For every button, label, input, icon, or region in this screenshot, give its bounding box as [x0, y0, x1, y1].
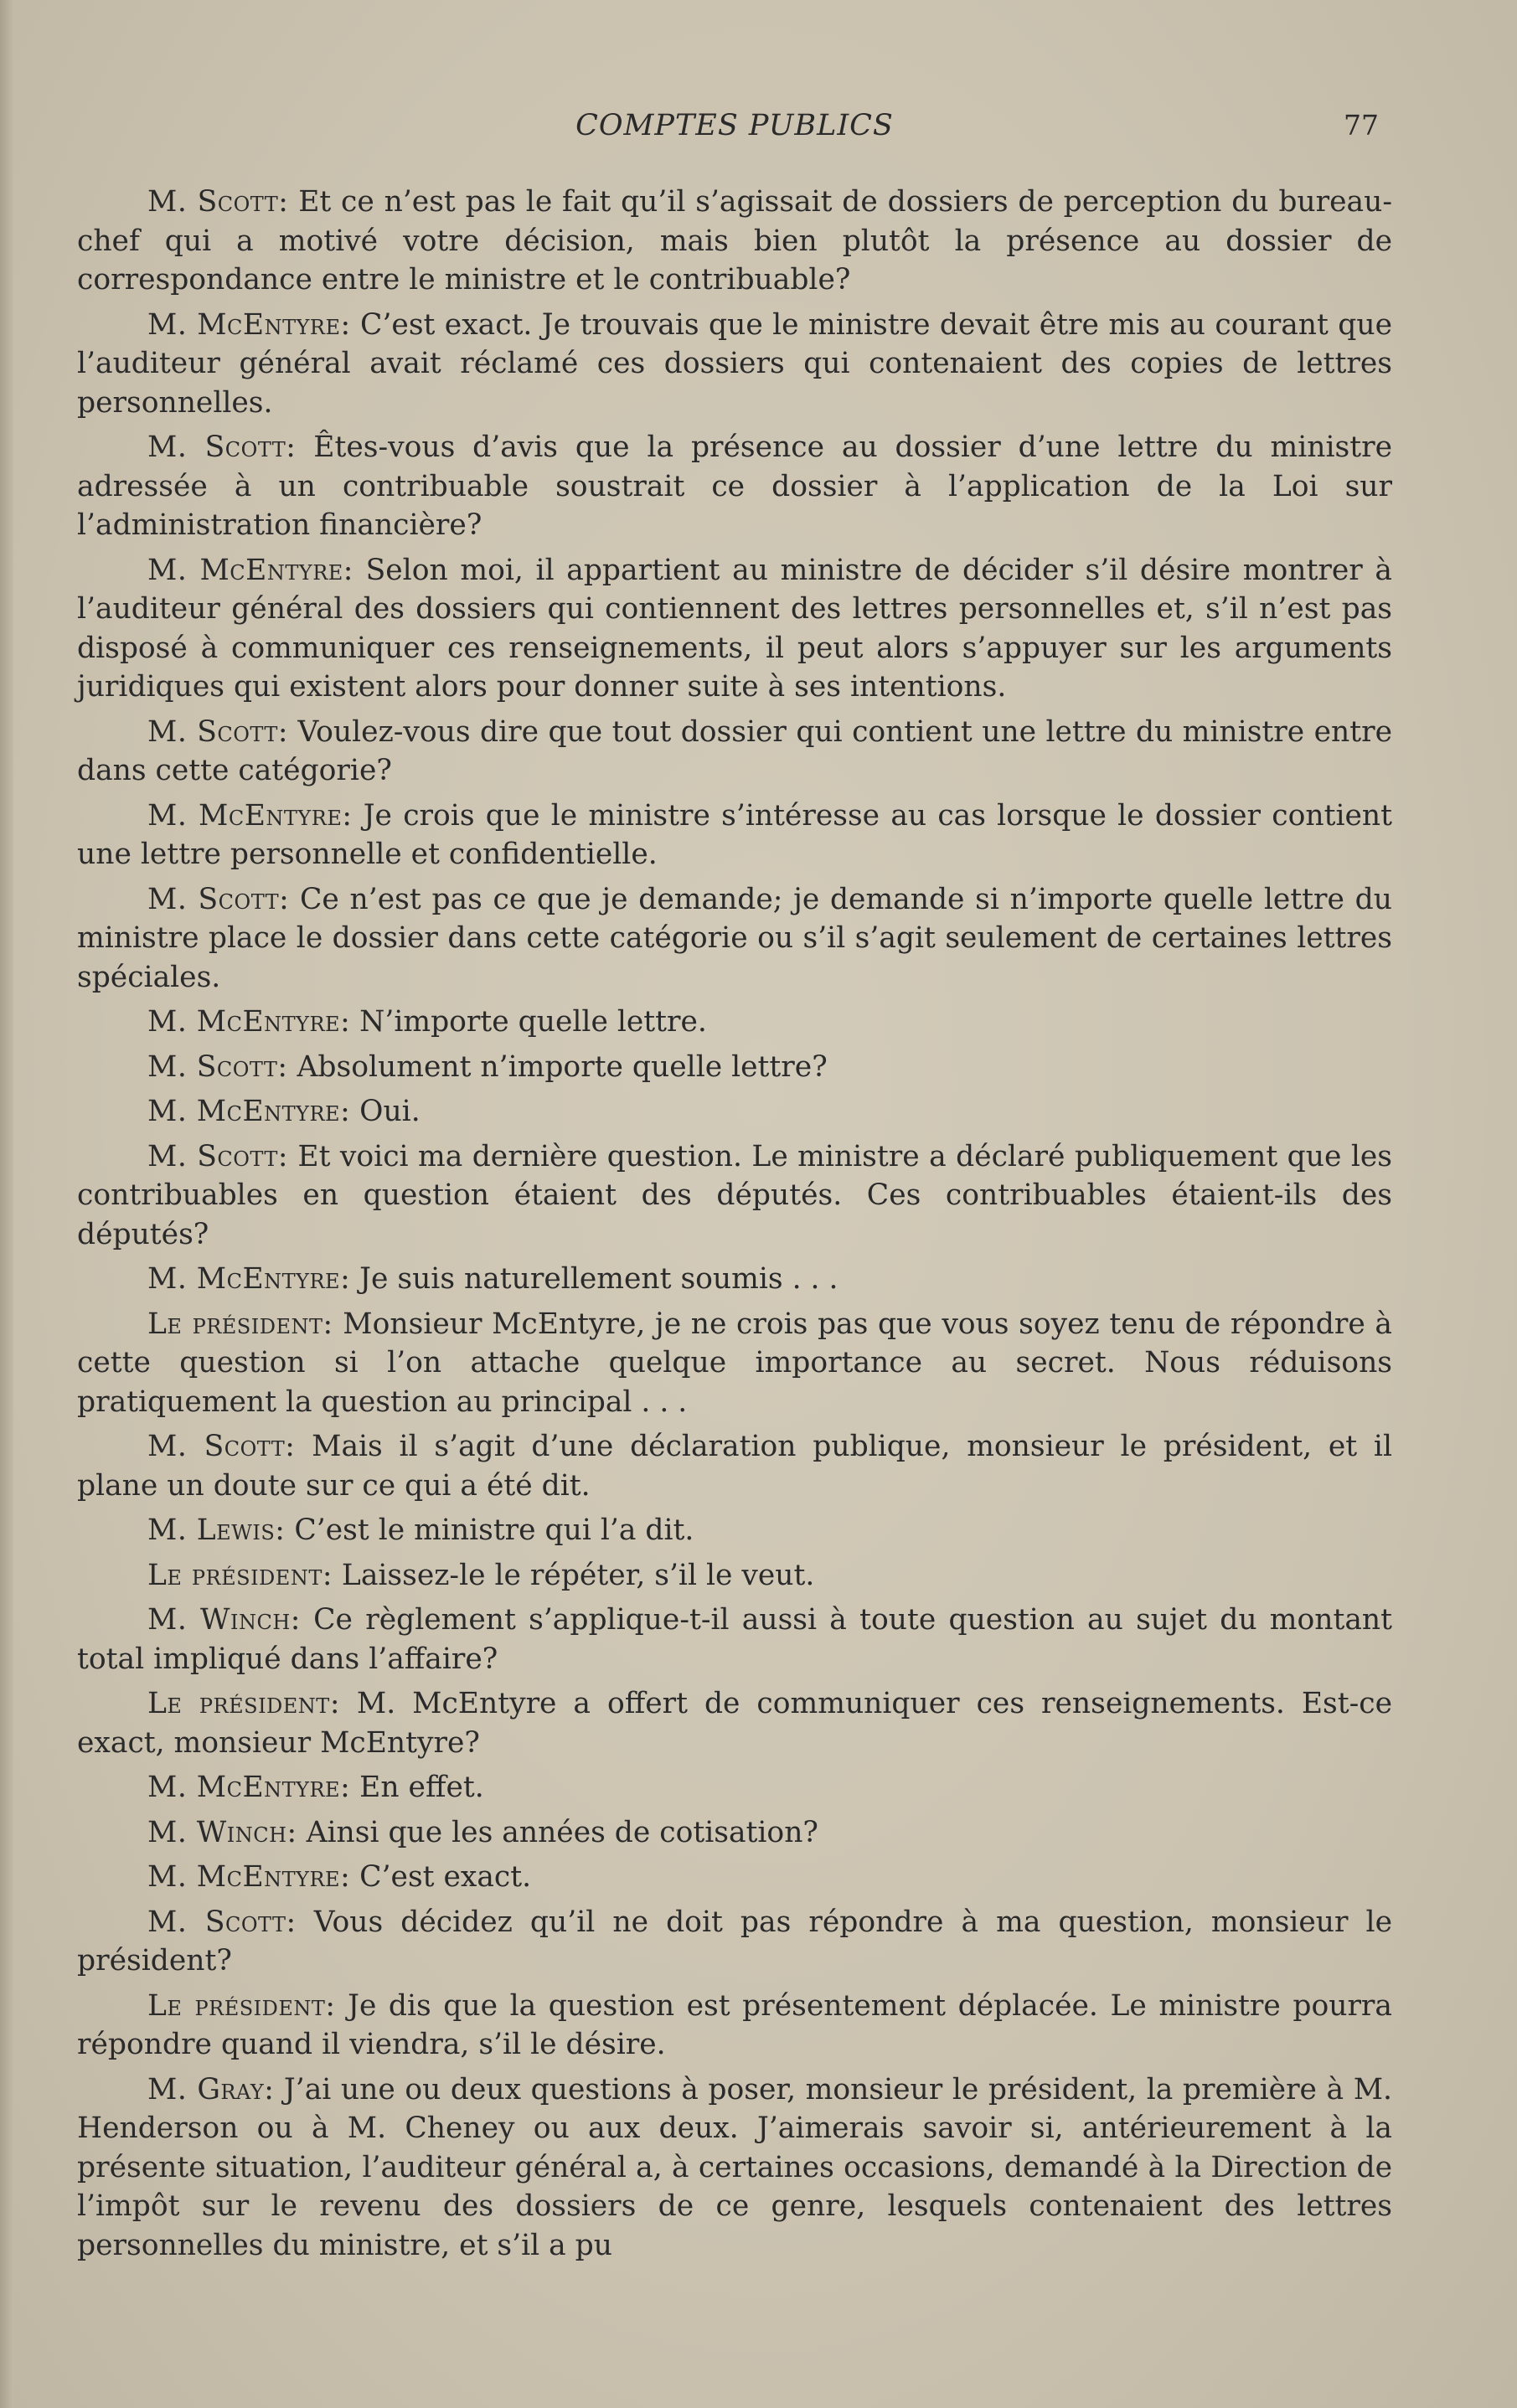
paragraph-text: Absolument n’importe quelle lettre? — [287, 1049, 828, 1084]
paragraph — [77, 1903, 1392, 1981]
paragraph — [77, 1003, 1392, 1042]
paragraph — [77, 1556, 1392, 1596]
speaker-name: M. Winch: — [147, 1815, 297, 1849]
transcript-body — [77, 183, 1392, 2271]
paragraph-text: Oui. — [350, 1095, 421, 1128]
speaker-name: M. Scott: — [147, 1430, 296, 1463]
speaker-name: M. Scott: — [147, 1139, 288, 1173]
paragraph — [77, 1858, 1392, 1897]
paragraph-text: Mais il s’agit d’une déclaration publique, monsieur le président, et il plane un doute sur ce qui a été dit. — [77, 1430, 1392, 1503]
speaker-name: M. Scott: — [147, 431, 297, 464]
paragraph-text: Et ce n’est pas le fait qu’il s’agissait de dossiers de perception du bureau-chef qui a motivé votre décision, mais bien plutôt la présence au dossier de correspondance entre le ministre et le contribuable? — [77, 185, 1392, 296]
paragraph-text: C’est exact. — [350, 1860, 532, 1894]
paragraph-text: Je crois que le ministre s’intéresse au cas lorsque le dossier contient une lettre personnelle et confidentielle. — [77, 798, 1392, 871]
paragraph-text: Laissez-le le répéter, s’il le veut. — [332, 1558, 815, 1592]
running-title: COMPTES PUBLICS — [575, 109, 894, 142]
speaker-name: M. Scott: — [147, 1905, 297, 1939]
paragraph — [77, 2070, 1392, 2266]
speaker-name: M. McEntyre: — [147, 307, 351, 342]
speaker-name: M. McEntyre: — [147, 1860, 351, 1894]
paragraph — [77, 1813, 1392, 1853]
page-binding-edge — [0, 0, 13, 2408]
paragraph — [77, 1048, 1392, 1087]
paragraph-text: Ce règlement s’applique-t-il aussi à toute question au sujet du montant total impliqué dans l’affaire? — [77, 1603, 1393, 1676]
page-header — [77, 109, 1392, 151]
speaker-name: Le président: — [147, 1988, 336, 2023]
paragraph — [77, 1987, 1392, 2065]
paragraph-text: C’est le ministre qui l’a dit. — [285, 1513, 694, 1547]
paragraph — [77, 713, 1392, 791]
paragraph — [77, 183, 1392, 300]
paragraph-text: Voulez-vous dire que tout dossier qui contient une lettre du ministre entre dans cette catégorie? — [77, 714, 1392, 787]
paragraph — [77, 1427, 1392, 1505]
speaker-name: M. Scott: — [147, 1049, 288, 1084]
paragraph-text: J’ai une ou deux questions à poser, monsieur le président, la première à M. Henderson ou à M. Cheney ou aux deux. J’aimerais savoir si, antérieurement à la présente situation, l’auditeur général a, à certaines occasions, demandé à la Direction de l’impôt sur le revenu des dossiers de ce genre, lesquels contenaient des lettres personnelles du ministre, et s’il a pu — [77, 2072, 1393, 2262]
paragraph-text: Selon moi, il appartient au ministre de décider s’il désire montrer à l’auditeur général des dossiers qui contiennent des lettres personnelles et, s’il n’est pas disposé à communiquer ces renseignements, il peut alors s’appuyer sur les arguments juridiques qui existent alors pour donner suite à ses intentions. — [77, 553, 1392, 704]
paragraph — [77, 797, 1392, 874]
speaker-name: Le président: — [147, 1558, 333, 1592]
paragraph — [77, 880, 1392, 998]
paragraph — [77, 1511, 1392, 1550]
paragraph — [77, 1137, 1392, 1255]
speaker-name: M. Scott: — [147, 882, 290, 916]
paragraph-text: Je suis naturellement soumis . . . — [350, 1262, 838, 1296]
speaker-name: M. Winch: — [147, 1603, 301, 1637]
paragraph — [77, 1305, 1392, 1422]
speaker-name: M. Gray: — [147, 2072, 275, 2106]
paragraph — [77, 1092, 1392, 1132]
paragraph-text: M. McEntyre a offert de communiquer ces renseignements. Est-ce exact, monsieur McEntyre? — [77, 1687, 1393, 1760]
paragraph-text: C’est exact. Je trouvais que le ministre devait être mis au courant que l’auditeur général avait réclamé ces dossiers qui contenaient des copies de lettres personnelles. — [77, 307, 1392, 420]
paragraph-text: En effet. — [350, 1771, 484, 1804]
paragraph-text: Monsieur McEntyre, je ne crois pas que vous soyez tenu de répondre à cette question si l’on attache quelque importance au secret. Nous réduisons pratiquement la question au principal . . . — [77, 1307, 1392, 1419]
speaker-name: M. McEntyre: — [147, 1262, 351, 1296]
paragraph-text: N’importe quelle lettre. — [350, 1005, 707, 1039]
paragraph — [77, 428, 1392, 545]
paragraph-text: Ainsi que les années de cotisation? — [297, 1815, 818, 1849]
paragraph — [77, 1260, 1392, 1299]
speaker-name: M. McEntyre: — [147, 1095, 351, 1128]
speaker-name: Le président: — [147, 1687, 340, 1720]
speaker-name: Le président: — [147, 1307, 333, 1341]
paragraph — [77, 306, 1392, 423]
paragraph — [77, 1768, 1392, 1807]
speaker-name: M. Scott: — [147, 185, 289, 219]
speaker-name: M. McEntyre: — [147, 553, 353, 587]
paragraph-text: Et voici ma dernière question. Le ministre a déclaré publiquement que les contribuables en question étaient des députés. Ces contribuables étaient-ils des députés? — [77, 1139, 1392, 1251]
speaker-name: M. McEntyre: — [147, 798, 353, 833]
paragraph — [77, 1601, 1392, 1678]
paragraph-text: Je dis que la question est présentement déplacée. Le ministre pourra répondre quand il viendra, s’il le désire. — [77, 1988, 1392, 2061]
paragraph-text: Ce n’est pas ce que je demande; je demande si n’importe quelle lettre du ministre place le dossier dans cette catégorie ou s’il s’agit seulement de certaines lettres spéciales. — [77, 882, 1392, 994]
speaker-name: M. Scott: — [147, 714, 288, 749]
paragraph-text: Vous décidez qu’il ne doit pas répondre à ma question, monsieur le président? — [77, 1905, 1392, 1977]
speaker-name: M. Lewis: — [147, 1513, 286, 1547]
speaker-name: M. McEntyre: — [147, 1005, 351, 1039]
page-number: 77 — [1344, 109, 1379, 142]
paragraph-text: Êtes-vous d’avis que la présence au dossier d’une lettre du ministre adressée à un contribuable soustrait ce dossier à l’application de la Loi sur l’administration financière? — [77, 431, 1392, 542]
paragraph — [77, 1684, 1392, 1762]
speaker-name: M. McEntyre: — [147, 1771, 351, 1804]
paragraph — [77, 551, 1392, 707]
